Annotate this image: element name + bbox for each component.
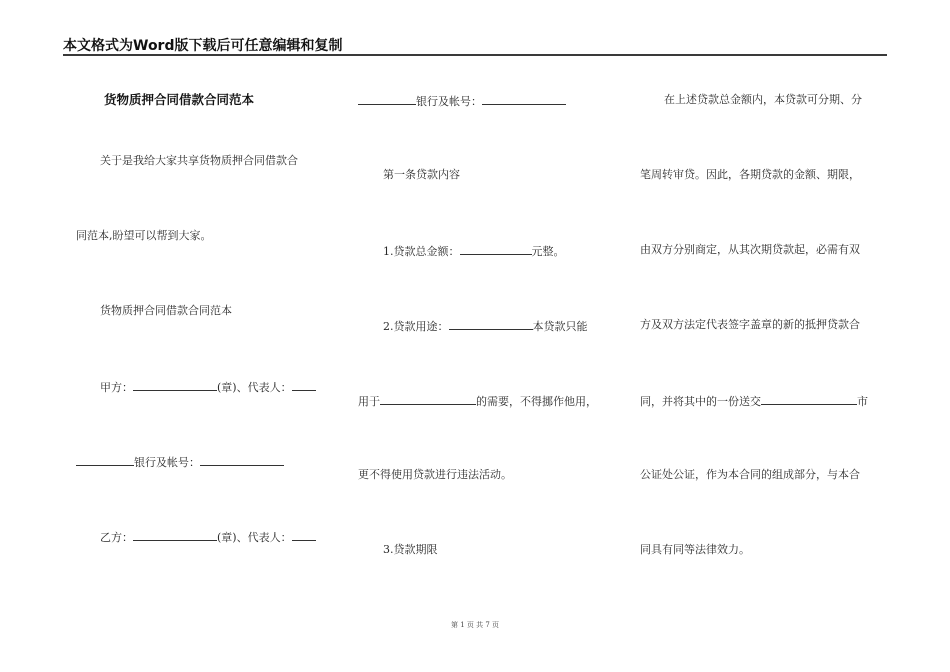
party-a-bank-name-blank — [76, 454, 134, 466]
col3-line-1: 在上述贷款总金额内，本贷款可分期、分 — [664, 93, 862, 106]
party-a-rep-label: (章)、代表人： — [217, 381, 292, 394]
page-header — [63, 34, 887, 56]
loan-purpose-line — [383, 318, 588, 334]
party-b-bank-name-blank — [358, 93, 416, 105]
document-title: 货物质押合同借款合同范本 — [104, 92, 255, 107]
article-1-heading: 第一条贷款内容 — [383, 168, 460, 181]
page-footer — [0, 620, 950, 630]
party-a-bank-label: 银行及帐号： — [134, 456, 200, 469]
col3-line-2: 笔周转审贷。因此，各期贷款的金额、期限， — [640, 168, 860, 181]
col3-line-5-prefix: 同，并将其中的一份送交 — [640, 395, 761, 408]
loan-purpose-cont-suffix: 的需要，不得挪作他用， — [476, 395, 597, 408]
header-title: 本文格式为Word版下载后可任意编辑和复制 — [63, 38, 343, 54]
loan-purpose-blank — [449, 318, 533, 330]
col3-line-4: 方及双方法定代表签字盖章的新的抵押贷款合 — [640, 318, 860, 331]
loan-purpose-cont-line — [358, 393, 597, 409]
party-b-name-blank — [133, 529, 217, 541]
party-b-label: 乙方： — [100, 531, 133, 544]
loan-purpose-label: 2.贷款用途： — [383, 320, 449, 333]
party-b-bank-label: 银行及帐号： — [416, 95, 482, 108]
party-a-name-blank — [133, 379, 217, 391]
party-b-account-blank — [482, 93, 566, 105]
party-a-rep-blank — [292, 379, 316, 391]
intro-line-2: 同范本,盼望可以帮到大家。 — [76, 229, 212, 242]
party-b-line — [100, 529, 316, 545]
loan-purpose-cont-prefix: 用于 — [358, 395, 380, 408]
notary-city-blank — [761, 393, 857, 405]
section-subtitle: 货物质押合同借款合同范本 — [100, 304, 232, 317]
page-number: 第 1 页 共 7 页 — [450, 621, 500, 629]
party-b-bank-line — [358, 93, 566, 109]
party-b-rep-blank — [292, 529, 316, 541]
loan-term-line: 3.贷款期限 — [383, 543, 438, 556]
party-a-line — [100, 379, 316, 395]
loan-amount-label: 1.贷款总金额： — [383, 245, 460, 258]
party-a-account-blank — [200, 454, 284, 466]
loan-amount-suffix: 元整。 — [531, 245, 565, 258]
col3-line-3: 由双方分别商定，从其次期贷款起，必需有双 — [640, 243, 860, 256]
loan-amount-blank — [460, 243, 532, 255]
col3-line-6: 公证处公证，作为本合同的组成部分，与本合 — [640, 468, 860, 481]
party-a-label: 甲方： — [100, 381, 133, 394]
loan-purpose-cont2-line: 更不得使用贷款进行违法活动。 — [358, 468, 512, 481]
col3-line-7: 同具有同等法律效力。 — [640, 543, 750, 556]
party-a-bank-line — [76, 454, 284, 470]
col3-line-5 — [640, 393, 868, 409]
loan-purpose-suffix: 本贷款只能 — [532, 320, 588, 333]
loan-purpose-use-blank — [380, 393, 476, 405]
col3-line-5-suffix: 市 — [857, 395, 868, 408]
loan-amount-line — [383, 243, 565, 259]
intro-line-1: 关于是我给大家共享货物质押合同借款合 — [100, 154, 298, 167]
party-b-rep-label: (章)、代表人： — [217, 531, 292, 544]
